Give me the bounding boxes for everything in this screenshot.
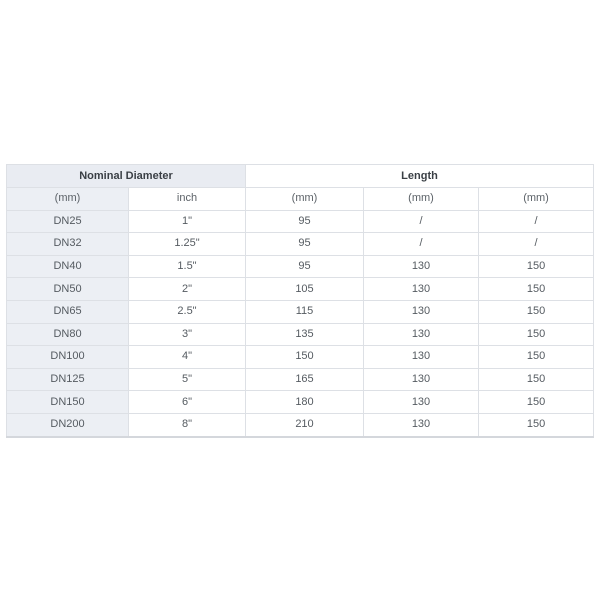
table-row — [7, 346, 594, 369]
inch-cell: 1" — [129, 210, 246, 233]
length-cell: 130 — [364, 413, 479, 436]
table-row — [7, 255, 594, 278]
dimension-table — [6, 164, 594, 438]
subheader-cell: (mm) — [479, 188, 594, 211]
dn-cell: DN200 — [7, 413, 129, 436]
length-cell: 95 — [246, 233, 364, 256]
inch-cell: 8" — [129, 413, 246, 436]
table-body — [7, 210, 594, 436]
length-cell: / — [479, 233, 594, 256]
inch-cell: 6" — [129, 391, 246, 414]
length-cell: 150 — [479, 278, 594, 301]
length-cell: 150 — [479, 391, 594, 414]
length-cell: 130 — [364, 391, 479, 414]
inch-cell: 4" — [129, 346, 246, 369]
length-cell: 165 — [246, 368, 364, 391]
inch-cell: 1.5" — [129, 255, 246, 278]
length-cell: 150 — [479, 323, 594, 346]
length-cell: 130 — [364, 323, 479, 346]
subheader-cell: (mm) — [246, 188, 364, 211]
table-row — [7, 278, 594, 301]
subheader-cell: inch — [129, 188, 246, 211]
sub-header-row — [7, 188, 594, 211]
dn-cell: DN50 — [7, 278, 129, 301]
subheader-cell: (mm) — [364, 188, 479, 211]
length-cell: 210 — [246, 413, 364, 436]
length-cell: 95 — [246, 210, 364, 233]
length-cell: 130 — [364, 346, 479, 369]
length-cell: 130 — [364, 255, 479, 278]
inch-cell: 2.5" — [129, 300, 246, 323]
table-row — [7, 300, 594, 323]
length-cell: 150 — [246, 346, 364, 369]
length-cell: 150 — [479, 255, 594, 278]
table-row — [7, 323, 594, 346]
dn-cell: DN25 — [7, 210, 129, 233]
length-cell: 95 — [246, 255, 364, 278]
dn-cell: DN32 — [7, 233, 129, 256]
inch-cell: 3" — [129, 323, 246, 346]
group-header-row — [7, 165, 594, 188]
length-cell: 150 — [479, 346, 594, 369]
table-row — [7, 233, 594, 256]
header-length: Length — [246, 165, 594, 188]
table-row — [7, 210, 594, 233]
table-row — [7, 368, 594, 391]
dn-cell: DN150 — [7, 391, 129, 414]
header-nominal-diameter: Nominal Diameter — [7, 165, 246, 188]
length-cell: 105 — [246, 278, 364, 301]
dn-cell: DN80 — [7, 323, 129, 346]
length-cell: 150 — [479, 368, 594, 391]
inch-cell: 2" — [129, 278, 246, 301]
length-cell: 130 — [364, 368, 479, 391]
dn-cell: DN125 — [7, 368, 129, 391]
length-cell: / — [364, 233, 479, 256]
length-cell: 115 — [246, 300, 364, 323]
dimension-table-container — [6, 164, 593, 438]
table-row — [7, 391, 594, 414]
dn-cell: DN65 — [7, 300, 129, 323]
length-cell: 180 — [246, 391, 364, 414]
length-cell: 130 — [364, 278, 479, 301]
length-cell: 130 — [364, 300, 479, 323]
length-cell: 150 — [479, 300, 594, 323]
inch-cell: 1.25" — [129, 233, 246, 256]
dn-cell: DN100 — [7, 346, 129, 369]
length-cell: 135 — [246, 323, 364, 346]
subheader-cell: (mm) — [7, 188, 129, 211]
dn-cell: DN40 — [7, 255, 129, 278]
length-cell: / — [364, 210, 479, 233]
inch-cell: 5" — [129, 368, 246, 391]
length-cell: / — [479, 210, 594, 233]
length-cell: 150 — [479, 413, 594, 436]
table-row — [7, 413, 594, 436]
